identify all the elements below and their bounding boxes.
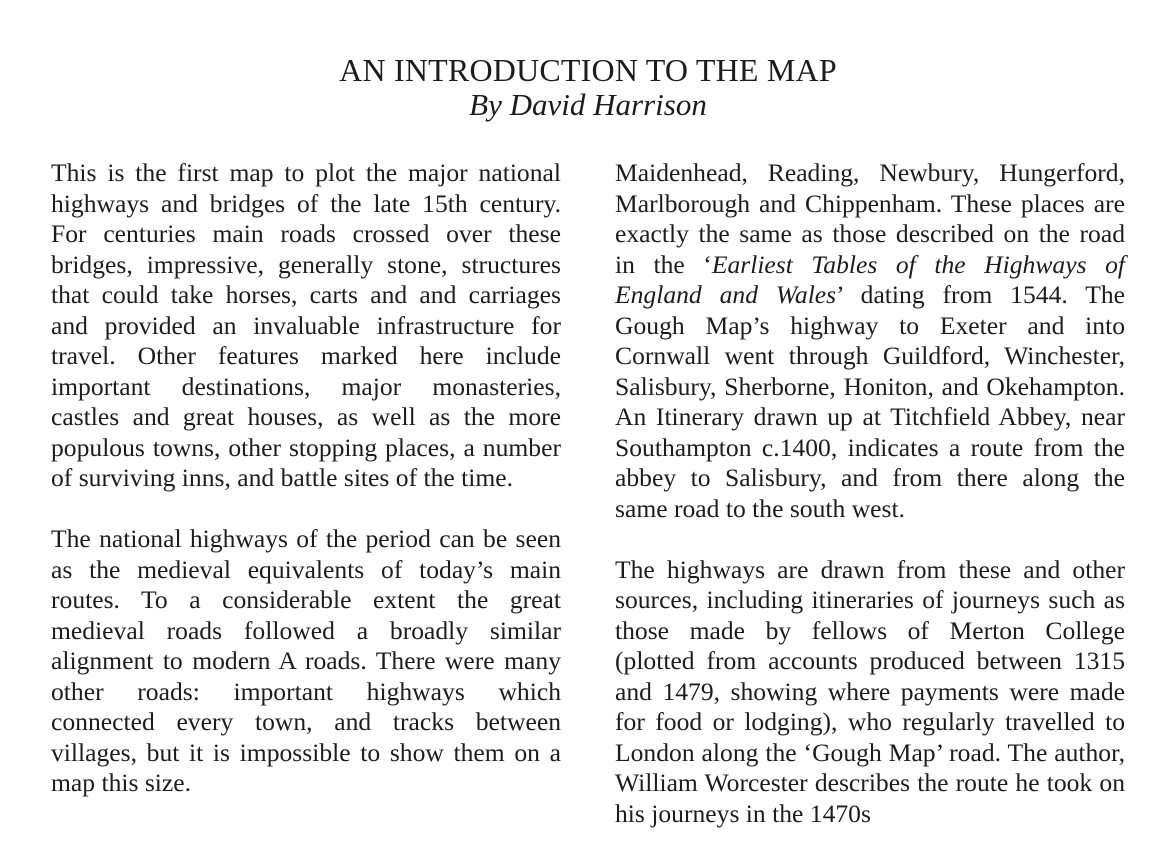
author-byline: By David Harrison [469, 87, 707, 122]
left-column [51, 158, 561, 829]
paragraph-national-highways: The national highways of the period can be seen as the medieval equivalents of today’s main routes. To a considerable extent the great medieval roads followed a broadly similar alignment to modern A roads. There were many other roads: important highways which connected every town, and tracks between villages, but it is impossible to show them on a map this size. [51, 524, 561, 797]
right-column [615, 158, 1125, 860]
route-places-text-start: Maidenhead, Reading, Newbury, Hungerford, Marlborough and Chippenham. These places are exactly the same as those described on the road in the ‘ [615, 158, 1125, 279]
paragraph-intro: This is the first map to plot the major national highways and bridges of the late 15th century. For centuries main roads crossed over these bridges, impressive, generally stone, structures that could take horses, carts and and carriages and provided an invaluable infrastructure for travel. Other features marked here include important destinations, major monasteries, castles and great houses, as well as the more populous towns, other stopping places, a number of surviving inns, and battle sites of the time. [51, 158, 561, 492]
route-places-text-end: ’ dating from 1544. The Gough Map’s highway to Exeter and into Cornwall went through Guildford, Winchester, Salisbury, Sherborne, Honiton, and Okehampton. An Itinerary drawn up at Titchfield Abbey, near Southampton c.1400, indicates a route from the abbey to Salisbury, and from there along the same road to the south west. [615, 280, 1125, 523]
paragraph-route-places [615, 158, 1125, 524]
paragraph-sources: The highways are drawn from these and other sources, including itineraries of journeys such as those made by fellows of Merton College (plotted from accounts produced between 1315 and 1479, showing where payments were made for food or lodging), who regularly travelled to London along the ‘Gough Map’ road. The author, William Worcester describes the route he took on his journeys in the 1470s [615, 554, 1125, 828]
document-header [0, 52, 1162, 122]
cited-title: Earliest Tables of the Highways of England and Wales [615, 249, 1125, 309]
page-title: AN INTRODUCTION TO THE MAP [339, 52, 837, 88]
